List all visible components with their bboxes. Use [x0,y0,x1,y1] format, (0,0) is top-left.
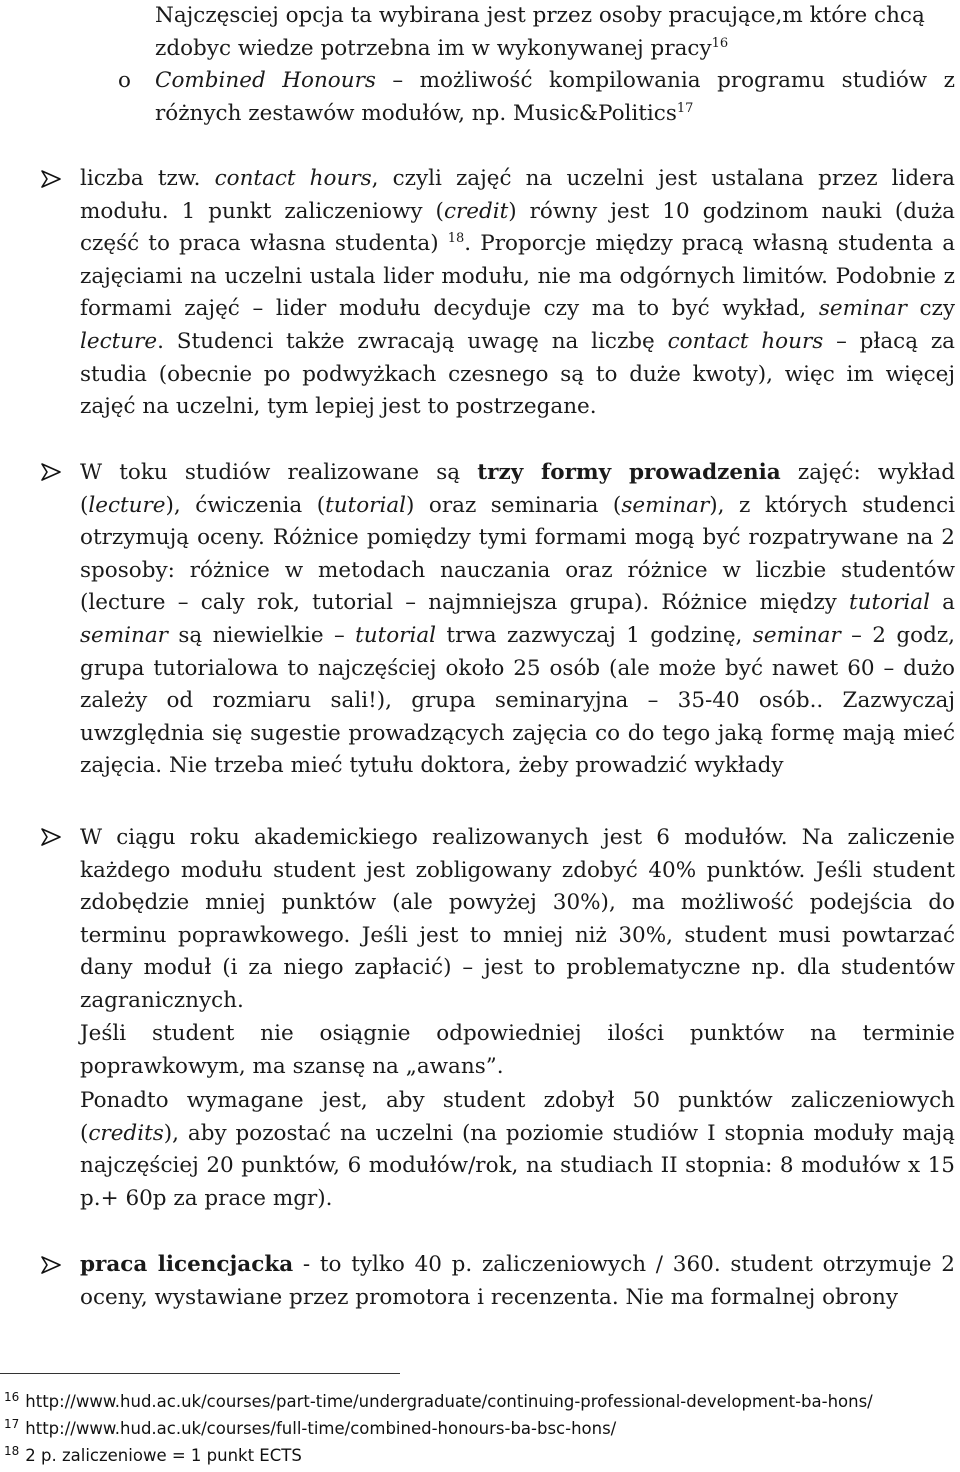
option-marker: o [118,68,131,93]
combined-honours-line-2: różnych zestawów modułów, np. Music&Politics [155,100,677,126]
text-run: – 2 godz, grupa tutorialowa to najczęściej około 25 osób (ale może być nawet 60 – dużo zależy od rozmiaru sali!), grupa seminaryjna – 35-40 osób.. Zazwyczaj uwzględnia się sugestie prowadzących zajęcia co do tego jaką formę mają mieć zajęcia. Nie trzeba mieć tytułu doktora, żeby prowadzić wykłady [80,622,955,779]
italic-term: credit [443,198,509,224]
text-run: , czyli zajęć na uczelni jest ustalana przez lidera modułu. 1 punkt zaliczeniowy ( [80,166,955,224]
italic-term: seminar [621,492,710,518]
italic-term: tutorial [355,622,437,648]
awans-text: Jeśli student nie osiągnie odpowiedniej ilości punktów na terminie poprawkowym, ma szansę na „awans”. [80,1021,955,1079]
text-run: ) oraz seminaria ( [406,492,622,518]
text-run: Ponadto wymagane jest, aby student zdobył 50 punktów zaliczeniowych ( [80,1088,955,1146]
text-run: są niewielkie – [167,622,356,648]
text-run: . Proporcje między pracą własną studenta a zajęciami na uczelni ustala lider modułu, nie ma odgórnych limitów. Podobnie z formami zajęć – lider modułu decyduje czy ma to być wykład, [80,231,956,322]
footnote-ref: 18 [447,231,465,247]
awans-paragraph [80,1018,955,1083]
footnote-17: $^{17}$ http://www.hud.ac.uk/courses/full-time/combined-honours-ba-bsc-hons/ [4,1416,617,1438]
footnote-ref-17: 17 [676,100,694,116]
italic-term: tutorial [325,492,407,518]
bullet-arrow-icon [40,462,62,482]
italic-term: contact hours [214,166,372,191]
continuation-line-1: Najczęsciej opcja ta wybirana jest przez osoby pracujące,m które chcą [155,3,925,28]
credits-paragraph [80,1085,955,1215]
text-run: a [929,590,955,616]
italic-term: seminar [80,622,168,648]
text-run: . Studenci także zwracają uwagę na liczbę [157,328,668,354]
text-run: W toku studiów realizowane są [80,460,478,485]
text-run: trwa zazwyczaj 1 godzinę, [436,622,753,648]
text-run: W ciągu roku akademickiego realizowanych jest 6 modułów. Na zaliczenie każdego modułu student jest zobligowany zdobyć 40% punktów. Jeśli student zdobędzie mniej punktów (ale powyżej 30%), ma możliwość podejścia do terminu poprawkowego. Jeśli jest to mniej niż 30%, student musi powtarzać dany moduł (i za niego zapłacić) – jest to problematyczne np. dla studentów zagranicznych. [80,825,955,1013]
text-run: czy [906,296,955,322]
text-run: – płacą za studia (obecnie po podwyżkach czesnego są to duże kwoty), więc im więcej zajęć na uczelni, tym lepiej jest to postrzegane. [80,328,955,420]
italic-term: seminar [818,296,907,322]
text-run: zajęć: wykład ( [80,460,955,518]
italic-term: lecture [80,328,158,354]
bold-term: trzy formy prowadzenia [477,460,781,485]
text-run: ), z których studenci otrzymują oceny. Różnice pomiędzy tymi formami mogą być rozpatrywane na 2 sposoby: różnice w metodach nauczania oraz różnice w liczbie studentów (lecture – caly rok, tutorial – najmniejsza grupa). Różnice między [80,492,956,616]
bullet-bachelor-thesis [80,1249,955,1314]
bullet-arrow-icon [40,1255,62,1275]
text-run: - to tylko 40 p. zaliczeniowych / 360. student otrzymuje 2 oceny, wystawiane przez promotora i recenzenta. Nie ma formalnej obrony [80,1252,955,1310]
continuation-paragraph [155,0,955,65]
footnote-16: $^{16}$ http://www.hud.ac.uk/courses/part-time/undergraduate/continuing-professional-development-ba-hons/ [4,1389,873,1411]
combined-honours-term: Combined Honours [155,68,376,93]
bold-term: praca licencjacka [80,1252,294,1277]
italic-term: credits [88,1120,164,1146]
text-run: ), aby pozostać na uczelni (na poziomie studiów I stopnia moduły mają najczęściej 20 punktów, 6 modułów/rok, na studiach II stopnia: 8 modułów x 15 p.+ 60p za prace mgr). [80,1120,955,1211]
footnote-18: $^{18}$ 2 p. zaliczeniowe = 1 punkt ECTS [4,1443,302,1465]
bullet-modules-per-year [80,822,955,1018]
bullet-arrow-icon [40,827,62,847]
bullet-contact-hours [80,163,955,424]
combined-honours-option [155,65,955,130]
footnote-18-text: 2 p. zaliczeniowe = 1 punkt ECTS [25,1446,302,1465]
text-run: ), ćwiczenia ( [165,492,326,518]
continuation-line-2: zdobyc wiedze potrzebna im w wykonywanej pracy [155,35,712,61]
footnote-17-link[interactable]: http://www.hud.ac.uk/courses/full-time/combined-honours-ba-bsc-hons/ [25,1419,617,1438]
footnote-separator [0,1373,400,1374]
italic-term: seminar [752,622,841,648]
bullet-arrow-icon [40,169,62,189]
text-run: ) równy jest 10 godzinom nauki (duża część to praca własna studenta) [80,198,955,257]
italic-term: lecture [88,492,166,518]
text-run: liczba tzw. [80,166,215,191]
footnote-ref-16: 16 [711,35,729,51]
bullet-forms-of-classes [80,457,955,783]
italic-term: contact hours [667,328,824,354]
combined-honours-desc: – możliwość kompilowania programu studiów z [375,68,955,93]
footnote-16-link[interactable]: http://www.hud.ac.uk/courses/part-time/undergraduate/continuing-professional-development-ba-hons/ [25,1392,873,1411]
italic-term: tutorial [849,590,930,616]
